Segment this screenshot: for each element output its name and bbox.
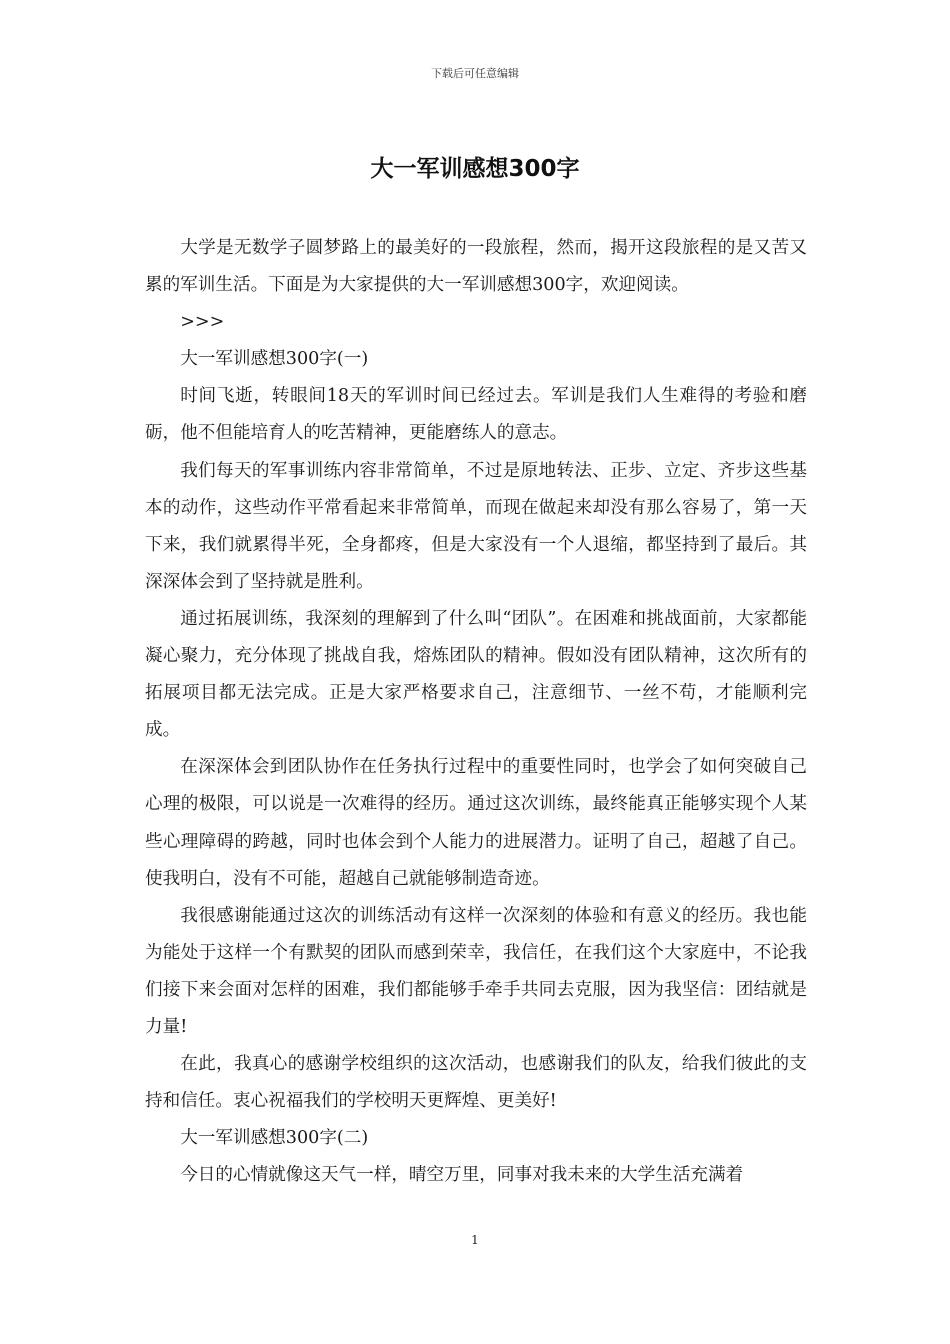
body-paragraph: 我很感谢能通过这次的训练活动有这样一次深刻的体验和有意义的经历。我也能为能处于这样一个有默契的团队而感到荣幸，我信任，在我们这个大家庭中，不论我们接下来会面对怎样的困难，我们都能够手牵手共同去克服，因为我坚信：团结就是力量!: [145, 905, 807, 1037]
body-paragraph: 在此，我真心的感谢学校组织的这次活动，也感谢我们的队友，给我们彼此的支持和信任。衷心祝福我们的学校明天更辉煌、更美好!: [145, 1054, 807, 1112]
document-title: 大一军训感想300字: [370, 156, 580, 182]
body-paragraph: 通过拓展训练，我深刻的理解到了什么叫“团队”。在困难和挑战面前，大家都能凝心聚力，充分体现了挑战自我，熔炼团队的精神。假如没有团队精神，这次所有的拓展项目都无法完成。正是大家严格要求自己，注意细节、一丝不苟，才能顺利完成。: [145, 608, 807, 741]
body-paragraph: 时间飞逝，转眼间18天的军训时间已经过去。军训是我们人生难得的考验和磨砺，他不但能培育人的吃苦精神，更能磨练人的意志。: [145, 386, 807, 444]
body-paragraph: 在深深体会到团队协作在任务执行过程中的重要性同时，也学会了如何突破自己心理的极限，可以说是一次难得的经历。通过这次训练，最终能真正能够实现个人某些心理障碍的跨越，同时也体会到个人能力的进展潜力。证明了自己，超越了自己。使我明白，没有不可能，超越自己就能够制造奇迹。: [145, 757, 807, 889]
section-heading: 大一军训感想300字(二): [180, 1128, 369, 1149]
body-paragraph: 我们每天的军事训练内容非常简单，不过是原地转法、正步、立定、齐步这些基本的动作，这些动作平常看起来非常简单，而现在做起来却没有那么容易了，第一天下来，我们就累得半死，全身都疼，但是大家没有一个人退缩，都坚持到了最后。其深深体会到了坚持就是胜利。: [145, 460, 807, 592]
body-paragraph: 大学是无数学子圆梦路上的最美好的一段旅程，然而，揭开这段旅程的是又苦又累的军训生活。下面是为大家提供的大一军训感想300字，欢迎阅读。: [145, 238, 807, 296]
body-paragraph: 今日的心情就像这天气一样，晴空万里，同事对我未来的大学生活充满着: [180, 1165, 744, 1186]
page-header-note: 下载后可任意编辑: [431, 67, 519, 80]
section-heading: 大一军训感想300字(一): [180, 349, 369, 370]
page-number: 1: [471, 1233, 479, 1247]
document-body: [145, 230, 807, 1194]
body-paragraph: >>>: [180, 312, 225, 333]
